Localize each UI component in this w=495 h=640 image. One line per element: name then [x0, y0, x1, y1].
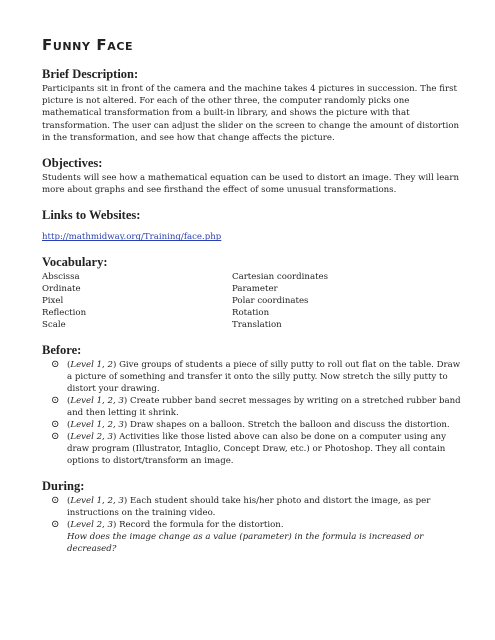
- circle-bullet-icon: ⊙: [51, 495, 60, 507]
- paren: (: [67, 520, 71, 531]
- paren: (: [67, 420, 71, 431]
- list-item: [51, 419, 462, 431]
- item-text: ) Record the formula for the distortion.: [112, 520, 284, 531]
- paren: (: [67, 360, 71, 371]
- vocab-term: Polar coordinates: [232, 296, 309, 307]
- circle-bullet-icon: ⊙: [51, 419, 60, 431]
- brief-description-text: Participants sit in front of the camera and the machine takes 4 pictures in succession. The first picture is not altered. For each of the other three, the computer randomly picks one mathematical transformation from a built-in library, and shows the picture with that transformation. The user can adjust the slider on the screen to change the amount of distortion in the transformation, and see how that change affects the picture.: [42, 84, 460, 143]
- objectives-section: [42, 156, 462, 196]
- item-text: ) Activities like those listed above can also be done on a computer using any draw program (Illustrator, Intaglio, Concept Draw, etc.) or Photoshop. They all contain options to distort/transform an image.: [67, 432, 446, 467]
- level-label: Level 2, 3: [70, 432, 113, 443]
- during-section: [42, 479, 462, 555]
- circle-bullet-icon: ⊙: [51, 395, 60, 407]
- item-text: ) Each student should take his/her photo and distort the image, as per instructions on the training video.: [67, 496, 431, 519]
- list-item: [51, 495, 462, 519]
- item-text: ) Draw shapes on a balloon. Stretch the balloon and discuss the distortion.: [123, 420, 450, 431]
- before-section: [42, 343, 462, 467]
- circle-bullet-icon: ⊙: [51, 359, 60, 371]
- page-title: Funny Face: [42, 36, 134, 54]
- level-label: Level 1, 2: [70, 360, 113, 371]
- vocab-term: Ordinate: [42, 284, 81, 295]
- list-item: [51, 519, 462, 555]
- vocab-term: Parameter: [232, 284, 278, 295]
- links-heading: Links to Websites:: [42, 208, 141, 223]
- vocabulary-list: [42, 271, 462, 331]
- before-heading: Before:: [42, 343, 82, 358]
- objectives-heading: Objectives:: [42, 156, 103, 171]
- level-label: Level 1, 2, 3: [70, 396, 124, 407]
- brief-description-section: [42, 67, 462, 144]
- vocab-term: Translation: [232, 320, 282, 331]
- item-text: ) Give groups of students a piece of silly putty to roll out flat on the table. Draw a picture of something and transfer it onto the silly putty. Now stretch the silly putty to distort your drawing.: [67, 360, 461, 395]
- before-list: [42, 359, 462, 467]
- item-text: ) Create rubber band secret messages by writing on a stretched rubber band and then letting it shrink.: [67, 396, 461, 419]
- during-list: [42, 495, 462, 555]
- circle-bullet-icon: ⊙: [51, 431, 60, 443]
- paren: (: [67, 396, 71, 407]
- level-label: Level 1, 2, 3: [70, 420, 124, 431]
- vocab-term: Cartesian coordinates: [232, 272, 329, 283]
- vocab-term: Rotation: [232, 308, 270, 319]
- list-item: [51, 431, 462, 467]
- guiding-question: How does the image change as a value (parameter) in the formula is increased or decreased?: [67, 532, 424, 555]
- vocabulary-section: [42, 255, 462, 331]
- level-label: Level 2, 3: [70, 520, 113, 531]
- paren: (: [67, 496, 71, 507]
- vocab-term: Reflection: [42, 308, 87, 319]
- circle-bullet-icon: ⊙: [51, 519, 60, 531]
- level-label: Level 1, 2, 3: [70, 496, 124, 507]
- paren: (: [67, 432, 71, 443]
- vocabulary-heading: Vocabulary:: [42, 255, 108, 270]
- links-section: [42, 208, 462, 243]
- vocab-term: Abscissa: [42, 272, 80, 283]
- during-heading: During:: [42, 479, 85, 494]
- vocab-term: Pixel: [42, 296, 64, 307]
- list-item: [51, 395, 462, 419]
- brief-description-heading: Brief Description:: [42, 67, 139, 81]
- list-item: [51, 359, 462, 395]
- vocab-term: Scale: [42, 320, 66, 331]
- document-page: [42, 36, 462, 567]
- website-link[interactable]: http://mathmidway.org/Training/face.php: [42, 232, 222, 243]
- objectives-text: Students will see how a mathematical equation can be used to distort an image. They will learn more about graphs and see firsthand the effect of some unusual transformations.: [42, 173, 460, 196]
